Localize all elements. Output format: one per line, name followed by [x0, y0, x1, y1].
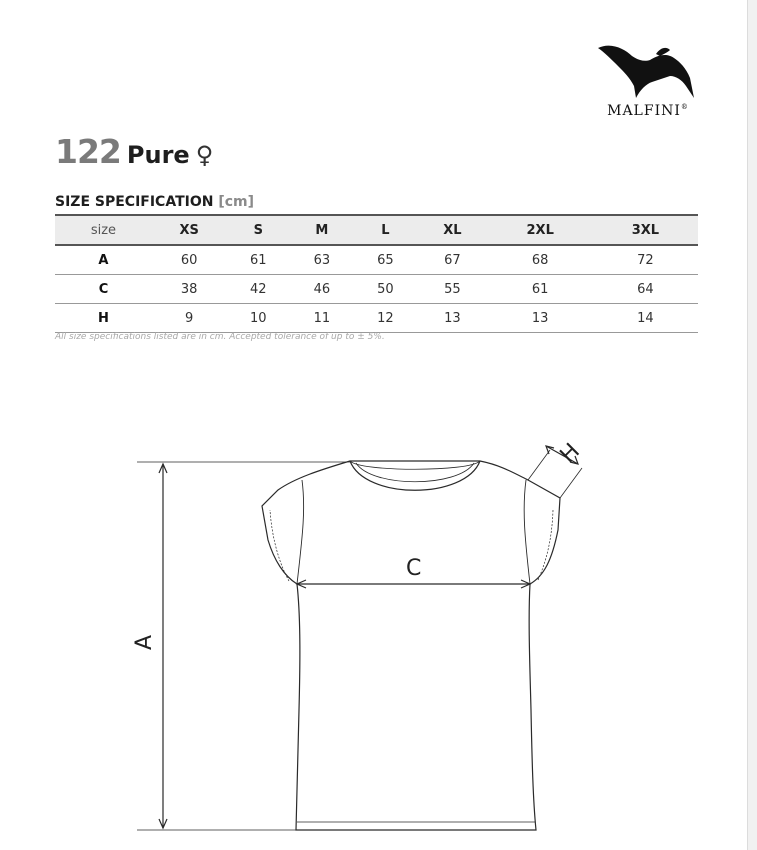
- header-cell: M: [290, 215, 354, 245]
- header-cell: 2XL: [488, 215, 593, 245]
- table-cell: 13: [444, 310, 461, 326]
- table-cell: 68: [531, 252, 549, 268]
- row-label: A: [98, 252, 109, 268]
- table-cell: 46: [313, 281, 331, 297]
- table-cell: 61: [249, 252, 267, 268]
- table-cell: 42: [249, 281, 267, 297]
- dimension-c-label: C: [406, 556, 422, 581]
- table-cell: 10: [249, 310, 267, 326]
- female-icon: ♀: [195, 141, 214, 169]
- row-label: C: [98, 281, 109, 297]
- header-cell: XL: [417, 215, 487, 245]
- table-cell: 60: [180, 252, 198, 268]
- table-row: [55, 304, 698, 333]
- header-cell: L: [354, 215, 418, 245]
- table-cell: 63: [313, 252, 331, 268]
- table-cell: 61: [531, 281, 549, 297]
- brand-name: MALFINI®: [607, 103, 689, 119]
- table-cell: 50: [377, 281, 394, 297]
- product-code: 122: [55, 132, 121, 171]
- tshirt-outline: [0, 380, 757, 850]
- table-cell: 12: [377, 310, 394, 326]
- table-cell: 38: [180, 281, 198, 297]
- table-cell: 9: [185, 310, 194, 326]
- table-cell: 11: [313, 310, 331, 326]
- bird-icon: [596, 38, 696, 100]
- header-cell: XS: [152, 215, 227, 245]
- dimension-h-label: H: [555, 438, 585, 469]
- table-row: [55, 245, 698, 275]
- size-table: [55, 214, 698, 333]
- table-cell: 67: [444, 252, 461, 268]
- table-cell: 65: [377, 252, 394, 268]
- header-cell: S: [226, 215, 290, 245]
- table-cell: 14: [637, 310, 654, 326]
- tolerance-note: All size specifications listed are in cm. Accepted tolerance of up to ± 5%.: [55, 332, 385, 342]
- spec-heading: SIZE SPECIFICATION [cm]: [55, 194, 255, 210]
- table-cell: 72: [637, 252, 654, 268]
- size-header-row: [55, 215, 698, 245]
- product-name: Pure: [126, 141, 190, 169]
- malfini-logo: [588, 38, 713, 128]
- table-cell: 64: [637, 281, 654, 297]
- dimension-a-label: A: [132, 634, 158, 651]
- header-cell: 3XL: [593, 215, 698, 245]
- product-title: [55, 132, 213, 172]
- table-cell: 13: [531, 310, 549, 326]
- table-row: [55, 275, 698, 304]
- table-cell: 55: [444, 281, 461, 297]
- header-cell: size: [55, 215, 152, 245]
- row-label: H: [98, 310, 109, 326]
- tshirt-diagram: [0, 380, 757, 850]
